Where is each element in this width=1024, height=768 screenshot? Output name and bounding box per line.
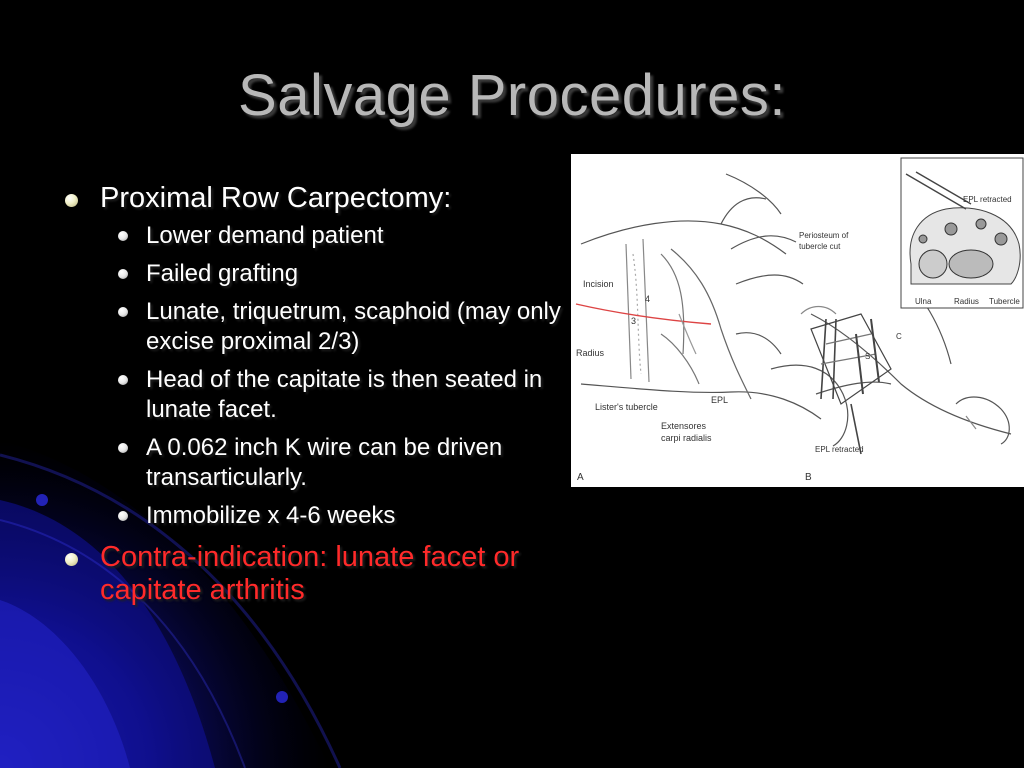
sub-bullet-text: Immobilize x 4-6 weeks <box>146 502 396 529</box>
sub-bullet-text: Lunate, triquetrum, scaphoid (may only excise proximal 2/3) <box>146 298 561 355</box>
sub-bullet-item <box>62 433 562 493</box>
bullet-text: Contra-indication: lunate facet or capitate arthritis <box>100 541 520 606</box>
label-listers-tubercle: Lister's tubercle <box>595 402 658 412</box>
label-compartment-4: 4 <box>645 294 651 304</box>
sub-bullet-item <box>62 297 562 357</box>
sub-bullet-dot-icon <box>118 307 128 317</box>
bullet-dot-icon <box>65 194 78 207</box>
bullet-proximal-row-carpectomy <box>62 182 562 215</box>
sub-bullet-dot-icon <box>118 375 128 385</box>
surgical-illustration <box>571 154 1024 487</box>
sub-bullet-text: Lower demand patient <box>146 222 384 249</box>
label-carpi-radialis: carpi radialis <box>661 433 712 443</box>
bullet-dot-icon <box>65 553 78 566</box>
label-s: S <box>865 352 871 361</box>
sub-bullet-item <box>62 501 562 531</box>
panel-c-inset <box>901 158 1023 308</box>
slide-title: Salvage Procedures: <box>238 63 786 128</box>
panel-a-letter: A <box>577 472 584 483</box>
label-incision: Incision <box>583 279 614 289</box>
label-ulna: Ulna <box>915 297 932 306</box>
label-compartment-3: 3 <box>631 316 637 326</box>
label-epl-a: EPL <box>711 395 729 405</box>
sub-bullet-dot-icon <box>118 443 128 453</box>
label-tubercle: Tubercle <box>989 297 1020 306</box>
label-radius-a: Radius <box>576 348 605 358</box>
panel-b-letter: B <box>805 472 812 483</box>
sub-bullet-dot-icon <box>118 231 128 241</box>
sub-bullet-item <box>62 221 562 251</box>
label-epl-retracted-c: EPL retracted <box>963 195 1012 204</box>
sub-bullet-item <box>62 259 562 289</box>
sub-bullet-text: A 0.062 inch K wire can be driven transarticularly. <box>146 434 503 491</box>
bullet-text: Proximal Row Carpectomy: <box>100 182 452 214</box>
surgical-illustration-icon <box>571 154 1024 487</box>
bullet-contra-indication <box>62 541 562 607</box>
sub-bullet-text: Failed grafting <box>146 260 299 287</box>
label-tubercle-cut: tubercle cut <box>799 242 841 251</box>
sub-bullet-list <box>62 221 562 531</box>
sub-bullet-text: Head of the capitate is then seated in lunate facet. <box>146 366 543 423</box>
label-c: C <box>896 332 902 341</box>
bullet-list <box>62 182 562 613</box>
sub-bullet-dot-icon <box>118 269 128 279</box>
label-radius-c: Radius <box>954 297 979 306</box>
sub-bullet-item <box>62 365 562 425</box>
label-periosteum: Periosteum of <box>799 231 849 240</box>
label-epl-retracted-b: EPL retracted <box>815 445 864 454</box>
sub-bullet-dot-icon <box>118 511 128 521</box>
label-extensores: Extensores <box>661 421 707 431</box>
